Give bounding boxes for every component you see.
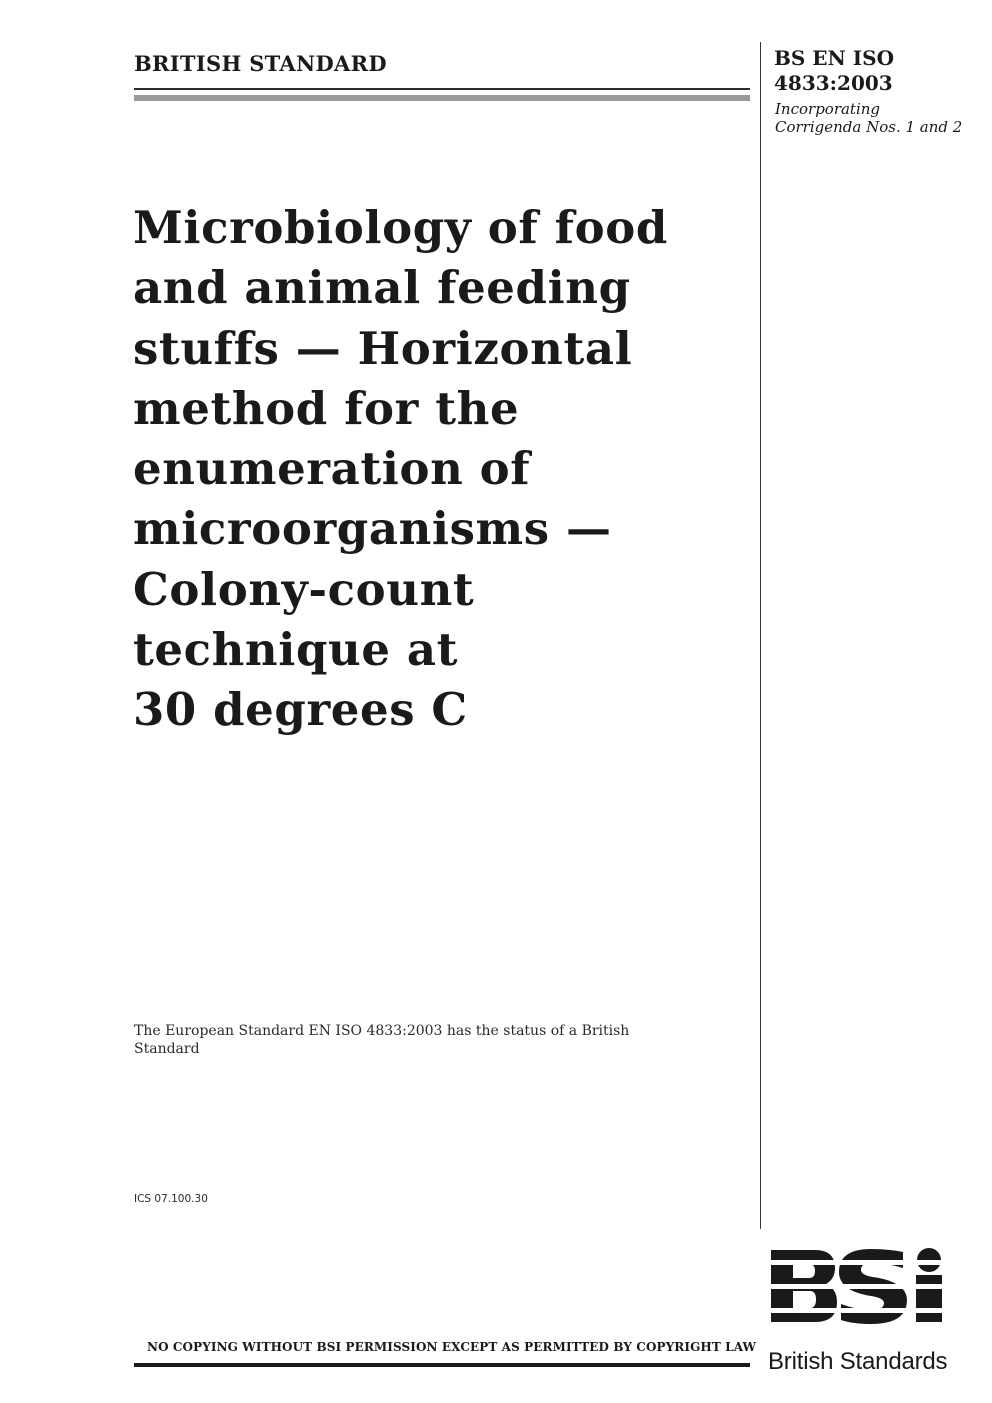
title-line: 30 degrees C <box>133 683 468 737</box>
copyright-notice: NO COPYING WITHOUT BSI PERMISSION EXCEPT AS PERMITTED BY COPYRIGHT LAW <box>147 1340 757 1354</box>
vertical-divider <box>760 42 761 1229</box>
title-line: stuffs — Horizontal <box>133 321 633 375</box>
title-line: and animal feeding <box>133 261 631 315</box>
title-line: microorganisms — <box>133 502 612 556</box>
title-line: Microbiology of food <box>133 201 668 254</box>
document-title <box>133 198 743 741</box>
status-statement: The European Standard EN ISO 4833:2003 has the status of a British Standard <box>134 1023 630 1057</box>
title-line: enumeration of <box>133 442 531 496</box>
header-rule-thick <box>134 95 750 101</box>
title-line: method for the <box>133 381 520 435</box>
standard-number-line-2: 4833:2003 <box>774 71 893 95</box>
title-line: Colony-count <box>133 562 475 616</box>
logo-caption: British Standards <box>768 1348 948 1375</box>
standard-number-line-1: BS EN ISO <box>774 46 895 70</box>
header-rule-thin <box>134 88 750 90</box>
title-line: technique at <box>133 623 458 677</box>
ics-code: ICS 07.100.30 <box>134 1193 208 1205</box>
header-label: BRITISH STANDARD <box>134 51 387 76</box>
standard-number <box>774 46 974 96</box>
footer-rule <box>134 1363 750 1367</box>
corrigenda-note: Incorporating Corrigenda Nos. 1 and 2 <box>775 100 963 136</box>
